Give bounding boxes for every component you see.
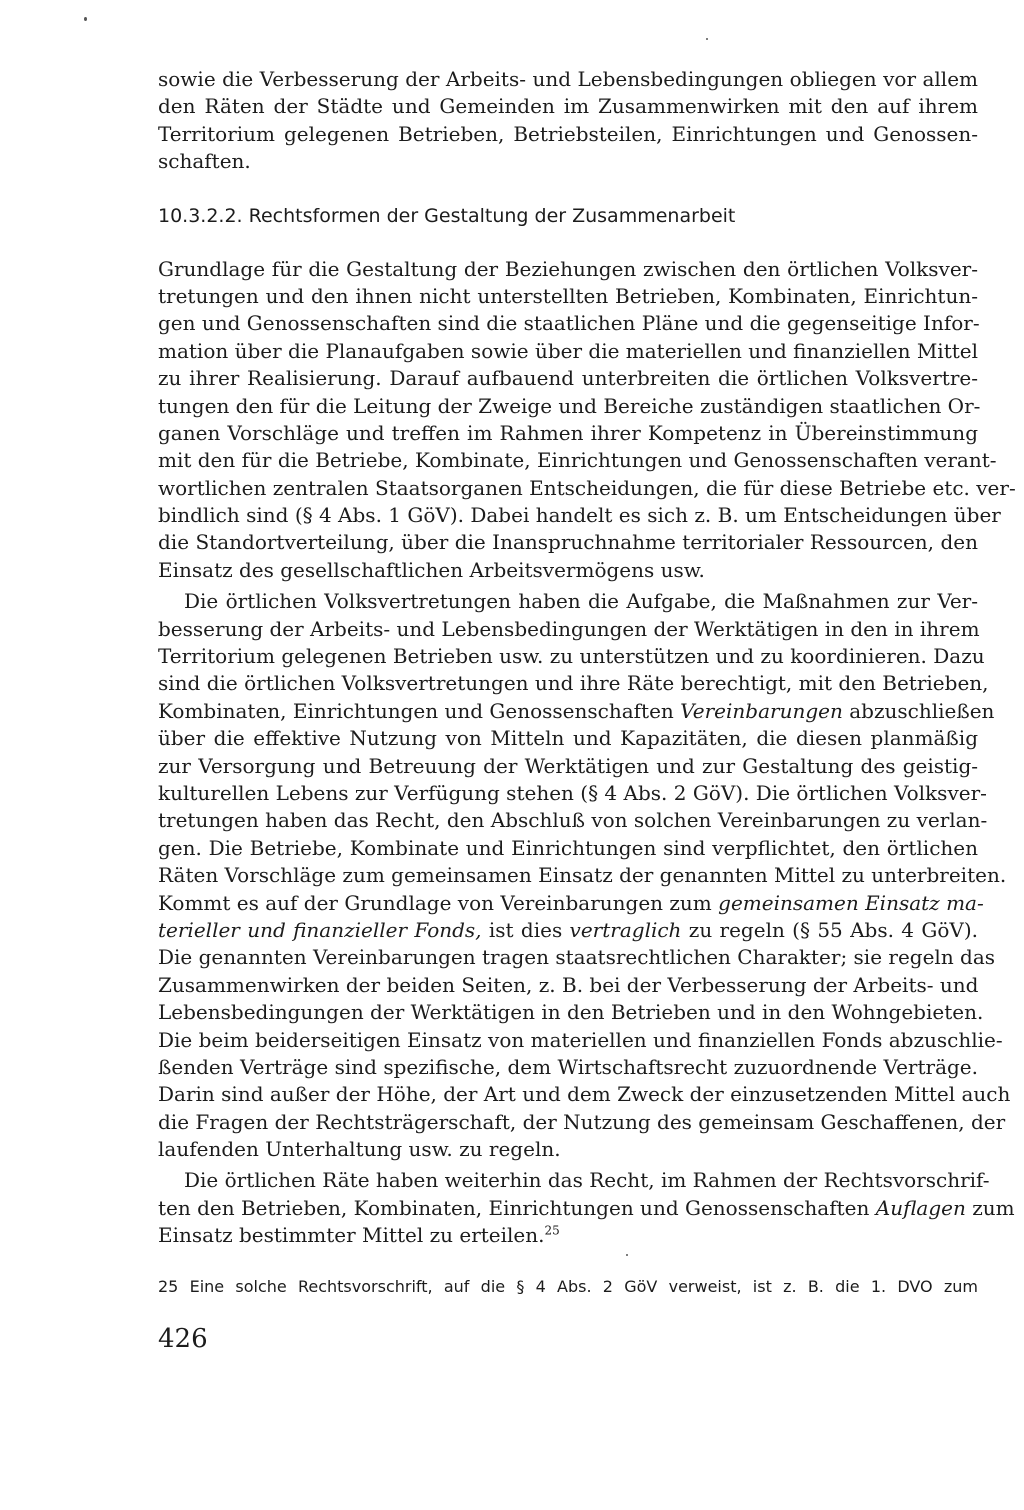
text-line: mation über die Planaufgaben sowie über die materiellen und finanziellen Mittel: [158, 338, 978, 363]
scan-speck: [84, 17, 87, 21]
text-line: die Fragen der Rechtsträgerschaft, der Nutzung des gemeinsam Geschaffenen, der: [158, 1109, 1006, 1134]
text-line: ten den Betrieben, Kombinaten, Einrichtungen und Genossenschaften Auflagen zum: [158, 1195, 1015, 1220]
text-line: die Standortverteilung, über die Inanspruchnahme territorialer Ressourcen, den: [158, 530, 978, 555]
text-line: Territorium gelegenen Betrieben, Betriebsteilen, Einrichtungen und Genossen-: [158, 121, 978, 146]
text-line: sind die örtlichen Volksvertretungen und ihre Räte berechtigt, mit den Betrieben,: [158, 671, 989, 696]
text-line: schaften.: [158, 149, 251, 174]
paragraph-2: [158, 588, 1011, 1163]
text-line: Einsatz bestimmter Mittel zu erteilen.$^{25}$: [158, 1223, 560, 1248]
paragraph-top: [158, 66, 978, 176]
text-line: Territorium gelegenen Betrieben usw. zu unterstützen und zu koordinieren. Dazu: [158, 644, 985, 669]
text-line: wortlichen zentralen Staatsorganen Entscheidungen, die für diese Betriebe etc. ver-: [158, 475, 1016, 500]
text-line: Kommt es auf der Grundlage von Vereinbarungen zum gemeinsamen Einsatz ma-: [158, 890, 984, 915]
section-heading: 10.3.2.2. Rechtsformen der Gestaltung der Zusammenarbeit: [158, 204, 736, 227]
text-line: Die genannten Vereinbarungen tragen staatsrechtlichen Charakter; sie regeln das: [158, 945, 996, 970]
footnote-reference[interactable]: 25: [544, 1223, 560, 1238]
emphasis: Auflagen: [875, 1195, 966, 1220]
text-line: zu ihrer Realisierung. Darauf aufbauend unterbreiten die örtlichen Volksvertre-: [158, 366, 978, 391]
text-line: gen. Die Betriebe, Kombinate und Einrichtungen sind verpflichtet, den örtlichen: [158, 835, 978, 860]
text-line: Die örtlichen Räte haben weiterhin das Recht, im Rahmen der Rechtsvorschrif-: [184, 1168, 990, 1193]
text-line: tretungen und den ihnen nicht unterstellten Betrieben, Kombinaten, Einrichtun-: [158, 283, 978, 308]
emphasis: gemeinsamen Einsatz ma-: [718, 890, 984, 915]
text-line: tungen den für die Leitung der Zweige und Bereiche zuständigen staatlichen Or-: [158, 393, 981, 418]
text-line: gen und Genossenschaften sind die staatlichen Pläne und die gegenseitige Infor-: [158, 311, 980, 336]
text-line: zur Versorgung und Betreuung der Werktätigen und zur Gestaltung des geistig-: [158, 753, 978, 778]
text-line: besserung der Arbeits- und Lebensbedingungen der Werktätigen in den in ihrem: [158, 616, 980, 641]
footnote: 25 Eine solche Rechtsvorschrift, auf die § 4 Abs. 2 GöV verweist, ist z. B. die 1. DVO zum: [158, 1277, 978, 1296]
scan-speck: [706, 38, 708, 40]
text-line: Zusammenwirken der beiden Seiten, z. B. bei der Verbesserung der Arbeits- und: [158, 972, 979, 997]
page-body: [158, 66, 1016, 1250]
text-line: mit den für die Betriebe, Kombinate, Einrichtungen und Genossenschaften verant-: [158, 448, 997, 473]
text-line: über die effektive Nutzung von Mitteln und Kapazitäten, die diesen planmäßig: [158, 726, 978, 751]
text-line: Darin sind außer der Höhe, der Art und dem Zweck der einzusetzenden Mittel auch: [158, 1082, 1011, 1107]
text-line: ßenden Verträge sind spezifische, dem Wirtschaftsrecht zuzuordnende Verträge.: [158, 1054, 978, 1079]
page-number: 426: [158, 1324, 208, 1354]
text-line: Grundlage für die Gestaltung der Beziehungen zwischen den örtlichen Volksver-: [158, 256, 978, 281]
text-line: ganen Vorschläge und treffen im Rahmen ihrer Kompetenz in Übereinstimmung: [158, 420, 978, 445]
text-line: sowie die Verbesserung der Arbeits- und Lebensbedingungen obliegen vor allem: [158, 67, 978, 91]
text-line: den Räten der Städte und Gemeinden im Zusammenwirken mit den auf ihrem: [158, 94, 978, 119]
text-line: laufenden Unterhaltung usw. zu regeln.: [158, 1137, 561, 1162]
emphasis: vertraglich: [569, 917, 682, 942]
scan-speck: [626, 1254, 628, 1256]
text-line: tretungen haben das Recht, den Abschluß von solchen Vereinbarungen zu verlan-: [158, 808, 988, 833]
text-line: Lebensbedingungen der Werktätigen in den Betrieben und in den Wohngebieten.: [158, 1000, 984, 1025]
paragraph-1: [158, 256, 1016, 585]
text-line: kulturellen Lebens zur Verfügung stehen (§ 4 Abs. 2 GöV). Die örtlichen Volksver-: [158, 780, 987, 805]
emphasis: terieller und finanzieller Fonds,: [158, 917, 482, 942]
text-line: bindlich sind (§ 4 Abs. 1 GöV). Dabei handelt es sich z. B. um Entscheidungen über: [158, 503, 1001, 528]
text-line: Die beim beiderseitigen Einsatz von materiellen und finanziellen Fonds abzuschlie-: [158, 1027, 1003, 1052]
emphasis: Vereinbarungen: [680, 698, 843, 723]
text-line: Die örtlichen Volksvertretungen haben die Aufgabe, die Maßnahmen zur Ver-: [184, 589, 978, 614]
text-line: Räten Vorschläge zum gemeinsamen Einsatz der genannten Mittel zu unterbreiten.: [158, 863, 1007, 888]
paragraph-3: [158, 1167, 1015, 1249]
text-line: Kombinaten, Einrichtungen und Genossenschaften Vereinbarungen abzuschließen: [158, 698, 995, 723]
text-line: Einsatz des gesellschaftlichen Arbeitsvermögens usw.: [158, 557, 705, 582]
text-line: terieller und finanzieller Fonds, ist dies vertraglich zu regeln (§ 55 Abs. 4 GöV).: [158, 917, 978, 942]
